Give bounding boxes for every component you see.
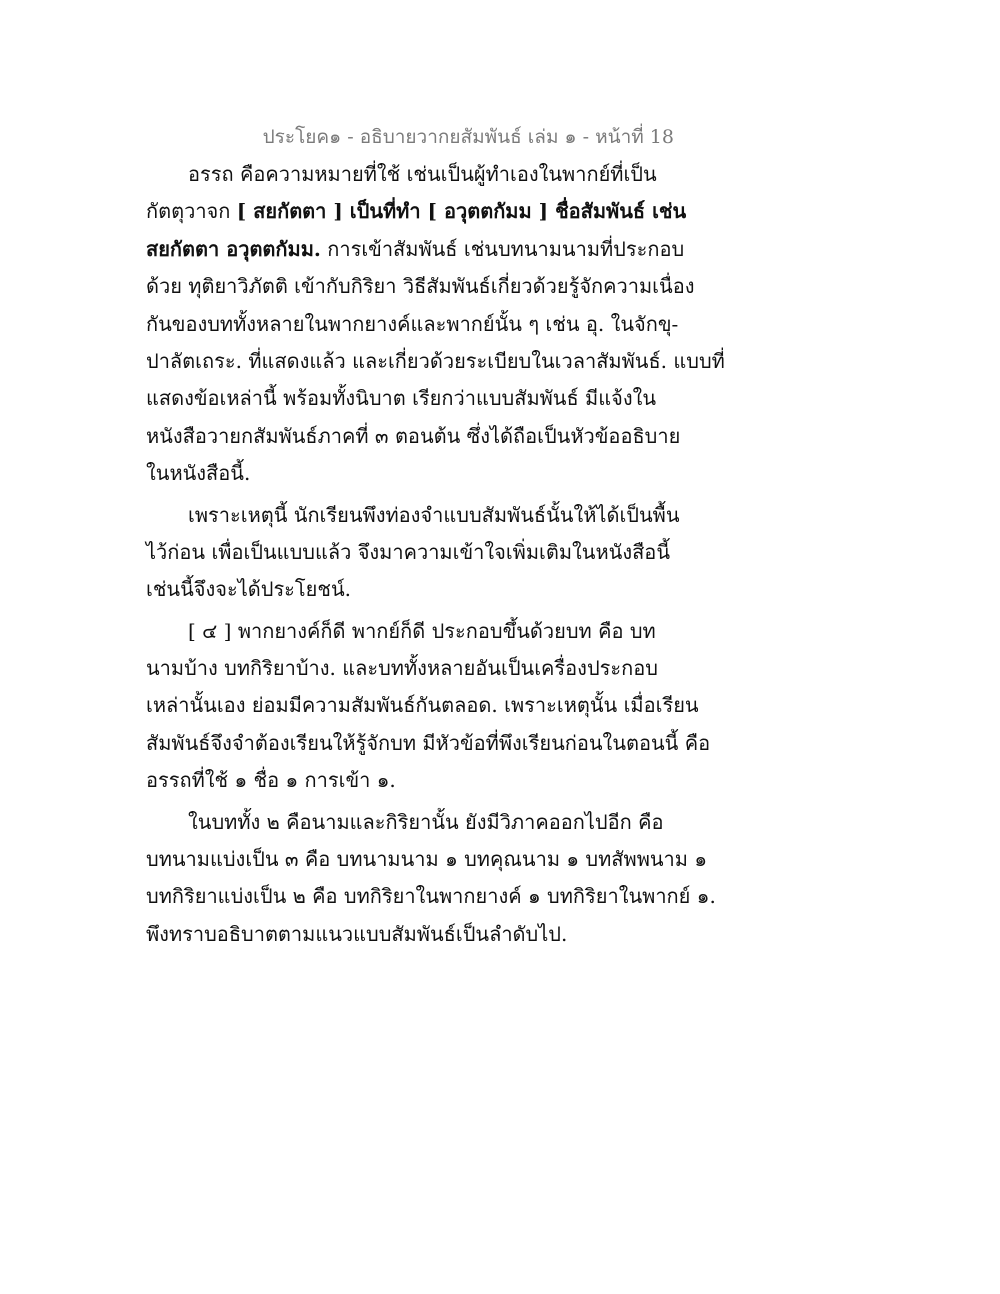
text-run: กัตตุวาจก <box>146 199 237 224</box>
text-line: ไว้ก่อน เพื่อเป็นแบบแล้ว จึงมาความเข้าใจเพิ่มเติมในหนังสือนี้ <box>146 539 670 564</box>
text-line: แสดงข้อเหล่านี้ พร้อมทั้งนิบาต เรียกว่าแบบสัมพันธ์ มีแจ้งใน <box>146 386 657 411</box>
text-line: นามบ้าง บทกิริยาบ้าง. และบททั้งหลายอันเป็นเครื่องประกอบ <box>146 656 658 681</box>
text-line <box>146 231 706 268</box>
text-line: [ ๔ ] พากยางค์ก็ดี พากย์ก็ดี ประกอบขึ้นด้วยบท คือ บท <box>188 618 656 643</box>
text-line: บทนามแบ่งเป็น ๓ คือ บทนามนาม ๑ บทคุณนาม ๑ บทสัพพนาม ๑ <box>146 847 708 872</box>
text-line: ปาลัตเถระ. ที่แสดงแล้ว และเกี่ยวด้วยระเบียบในเวลาสัมพันธ์. แบบที่ <box>146 348 725 373</box>
text-line: ในหนังสือนี้. <box>146 461 251 486</box>
text-line: เช่นนี้จึงจะได้ประโยชน์. <box>146 577 351 602</box>
text-line: อรรถ คือความหมายที่ใช้ เช่นเป็นผู้ทำเองในพากย์ที่เป็น <box>188 162 657 186</box>
page-body <box>146 156 725 953</box>
text-line: เพราะเหตุนี้ นักเรียนพึงท่องจำแบบสัมพันธ์นั้นให้ได้เป็นพื้น <box>188 502 680 527</box>
paragraph-2 <box>146 497 706 609</box>
bold-term: สยกัตตา อวุตตกัมม. <box>146 236 321 261</box>
text-line: ด้วย ทุติยาวิภัตติ เข้ากับกิริยา วิธีสัมพันธ์เกี่ยวด้วยรู้จักความเนื่อง <box>146 274 695 299</box>
text-run: การเข้าสัมพันธ์ เช่นบทนามนามที่ประกอบ <box>320 236 685 261</box>
text-line: ในบททั้ง ๒ คือนามและกิริยานั้น ยังมีวิภาคออกไปอีก คือ <box>188 809 664 834</box>
text-line: อรรถที่ใช้ ๑ ชื่อ ๑ การเข้า ๑. <box>146 768 396 793</box>
text-line <box>146 193 706 230</box>
text-line: บทกิริยาแบ่งเป็น ๒ คือ บทกิริยาในพากยางค์ ๑ บทกิริยาในพากย์ ๑. <box>146 884 716 909</box>
page-header: ประโยค๑ - อธิบายวากยสัมพันธ์ เล่ม ๑ - หน้าที่ 18 <box>262 126 674 148</box>
text-line: เหล่านั้นเอง ย่อมมีความสัมพันธ์กันตลอด. เพราะเหตุนั้น เมื่อเรียน <box>146 693 699 718</box>
paragraph-4 <box>146 804 716 954</box>
text-line: พึงทราบอธิบาตตามแนวแบบสัมพันธ์เป็นลำดับไป. <box>146 921 568 946</box>
text-line: หนังสือวายกสัมพันธ์ภาคที่ ๓ ตอนต้น ซึ่งได้ถือเป็นหัวข้ออธิบาย <box>146 423 681 448</box>
text-line: สัมพันธ์จึงจำต้องเรียนให้รู้จักบท มีหัวข้อที่พึงเรียนก่อนในตอนนี้ คือ <box>146 730 711 755</box>
paragraph-1 <box>146 156 725 493</box>
bold-term: [ สยกัตตา ] เป็นที่ทำ [ อวุตตกัมม ] ชื่อสัมพันธ์ เช่น <box>236 199 687 224</box>
text-line: กันของบททั้งหลายในพากยางค์และพากย์นั้น ๆ เช่น อุ. ในจักขุ- <box>146 311 679 336</box>
paragraph-3 <box>146 613 711 800</box>
